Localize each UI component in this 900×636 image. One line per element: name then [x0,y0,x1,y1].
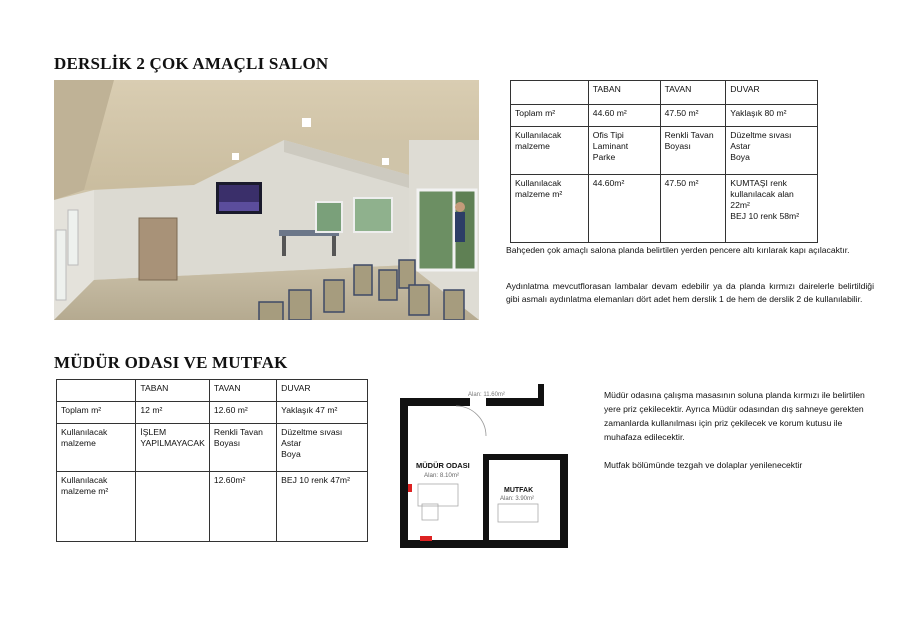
section1-spec-table [510,80,818,243]
table-cell: Ofis Tipi Laminant Parke [588,127,660,175]
room2-area: Alan: 3.90m² [500,496,535,502]
table-cell: Renkli Tavan Boyası [660,127,726,175]
table-cell [511,81,589,105]
table-row [511,175,818,243]
table-cell: KUMTAŞI renk kullanılacak alan 22m² BEJ 10 renk 58m² [726,175,818,243]
table-cell: TABAN [136,380,209,402]
table-cell: TAVAN [660,81,726,105]
section2-paragraph: Müdür odasına çalışma masasının soluna planda kırmızı ile belirtilen yere priz çekilecektir. Ayrıca Müdür odasından dış sahneye gerekten zamanlarda kullanılması için priz çekilecek ve korum kutusu ile muhafaza edilecektir. [604,390,865,442]
room1-name: MÜDÜR ODASI [416,461,470,470]
table-cell: Renkli Tavan Boyası [209,424,276,472]
table-cell: Düzeltme sıvası Astar Boya [726,127,818,175]
floor-plan [398,384,580,550]
table-cell: TAVAN [209,380,276,402]
table-cell: Kullanılacak malzeme [57,424,136,472]
table-cell: DUVAR [726,81,818,105]
classroom-render-image [54,80,479,320]
plan-top-area-label: Alan: 11.60m² [468,392,505,398]
section2-spec-table [56,379,368,542]
table-cell: 44.60 m² [588,105,660,127]
table-cell: Yaklaşık 80 m² [726,105,818,127]
table-cell: Yaklaşık 47 m² [277,402,368,424]
table-cell: Kullanılacak malzeme [511,127,589,175]
room1-area: Alan: 8.10m² [424,472,460,479]
section2-paragraph: Mutfak bölümünde tezgah ve dolaplar yenilenecektir [604,460,803,470]
table-cell: 44.60m² [588,175,660,243]
table-row [57,472,368,542]
table-cell: DUVAR [277,380,368,402]
table-cell: TABAN [588,81,660,105]
table-cell: Toplam m² [511,105,589,127]
table-cell: BEJ 10 renk 47m² [277,472,368,542]
table-cell: 12.60m² [209,472,276,542]
section1-paragraph: Aydınlatma mevcutflorasan lambalar devam edebilir ya da planda kırmızı dairelerle belirtildiği gibi asmalı aydınlatma elemanları dört adet hem derslik 1 de hem de derslik 2 de kullanılabilir. [506,281,874,304]
section2-notes [604,388,868,472]
table-cell [57,380,136,402]
table-cell: İŞLEM YAPILMAYACAK [136,424,209,472]
table-header-row [511,81,818,105]
table-cell: Düzeltme sıvası Astar Boya [277,424,368,472]
section1-paragraph: Bahçeden çok amaçlı salona planda belirtilen yerden pencere altı kırılarak kapı açılacaktır. [506,245,850,255]
table-cell: 47.50 m² [660,175,726,243]
table-row [57,424,368,472]
table-row [511,105,818,127]
room2-name: MUTFAK [504,487,534,494]
table-header-row [57,380,368,402]
table-row [511,127,818,175]
section2-title: MÜDÜR ODASI VE MUTFAK [54,353,288,372]
table-cell: 47.50 m² [660,105,726,127]
table-cell: 12.60 m² [209,402,276,424]
table-cell [136,472,209,542]
table-cell: Kullanılacak malzeme m² [57,472,136,542]
table-row [57,402,368,424]
table-cell: Toplam m² [57,402,136,424]
table-cell: Kullanılacak malzeme m² [511,175,589,243]
section1-title: DERSLİK 2 ÇOK AMAÇLI SALON [54,54,329,73]
table-cell: 12 m² [136,402,209,424]
